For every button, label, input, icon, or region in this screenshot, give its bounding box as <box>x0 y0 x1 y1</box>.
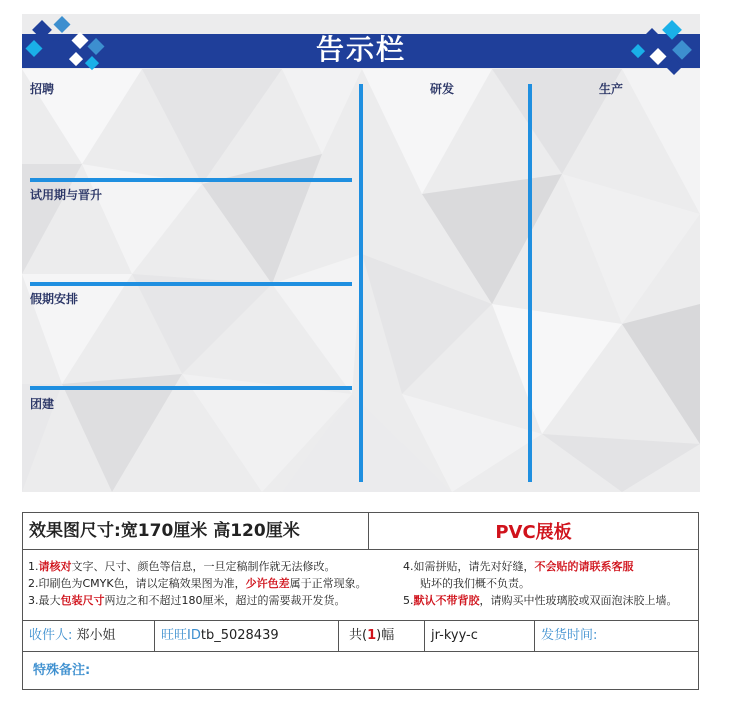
recipient-label: 收件人: <box>29 628 73 643</box>
wangwang-cell <box>155 621 339 651</box>
count-cell: 共(1)幅 <box>339 621 425 651</box>
note-4: 4.如需拼贴，请先对好缝，不会贴的请联系客服 <box>403 560 634 573</box>
divider-h-2 <box>30 282 352 286</box>
recipient-value: 郑小姐 <box>76 628 116 643</box>
wangwang-value: tb_5028439 <box>200 628 279 643</box>
corner-cubes-left <box>22 14 117 74</box>
divider-v-2 <box>528 84 532 482</box>
section-label-team: 团建 <box>30 397 55 411</box>
section-label-production: 生产 <box>599 82 624 96</box>
section-label-trial: 试用期与晋升 <box>30 188 103 202</box>
note-2: 2.印刷色为CMYK色，请以定稿效果图为准，少许色差属于正常现象。 <box>28 577 367 590</box>
divider-v-1 <box>359 84 363 482</box>
material-label: PVC展板 <box>495 522 572 543</box>
note-5: 5.默认不带背胶，请购买中性玻璃胶或双面泡沫胶上墙。 <box>403 594 678 607</box>
size-value: 宽170厘米 高120厘米 <box>120 521 300 541</box>
section-label-rd: 研发 <box>430 82 455 96</box>
corner-cubes-right <box>612 14 700 78</box>
size-cell <box>23 513 369 549</box>
ship-time-cell <box>535 621 698 651</box>
wangwang-label: 旺旺ID <box>161 628 201 643</box>
recipient-cell <box>23 621 155 651</box>
board-title: 告示栏 <box>315 33 406 66</box>
section-label-holiday: 假期安排 <box>30 292 79 306</box>
product-code: jr-kyy-c <box>431 628 478 643</box>
note-4-cont: 贴坏的我们概不负责。 <box>420 577 530 590</box>
note-1: 1.请核对文字、尺寸、颜色等信息，一旦定稿制作就无法修改。 <box>28 560 336 573</box>
divider-h-1 <box>30 178 352 182</box>
remarks-label: 特殊备注: <box>33 663 91 678</box>
order-details-row <box>23 621 698 652</box>
size-label: 效果图尺寸: <box>29 521 121 541</box>
remarks-row <box>23 652 698 689</box>
note-3: 3.最大包装尺寸两边之和不超过180厘米，超过的需要裁开发货。 <box>28 594 346 607</box>
product-code-cell <box>425 621 535 651</box>
divider-h-3 <box>30 386 352 390</box>
order-info-table <box>22 512 699 690</box>
count-value: 1 <box>367 628 377 643</box>
section-label-recruit: 招聘 <box>30 82 55 96</box>
size-row <box>23 513 698 550</box>
ship-time-label: 发货时间: <box>541 628 598 643</box>
notes-block <box>23 550 698 621</box>
notice-board <box>22 14 700 492</box>
